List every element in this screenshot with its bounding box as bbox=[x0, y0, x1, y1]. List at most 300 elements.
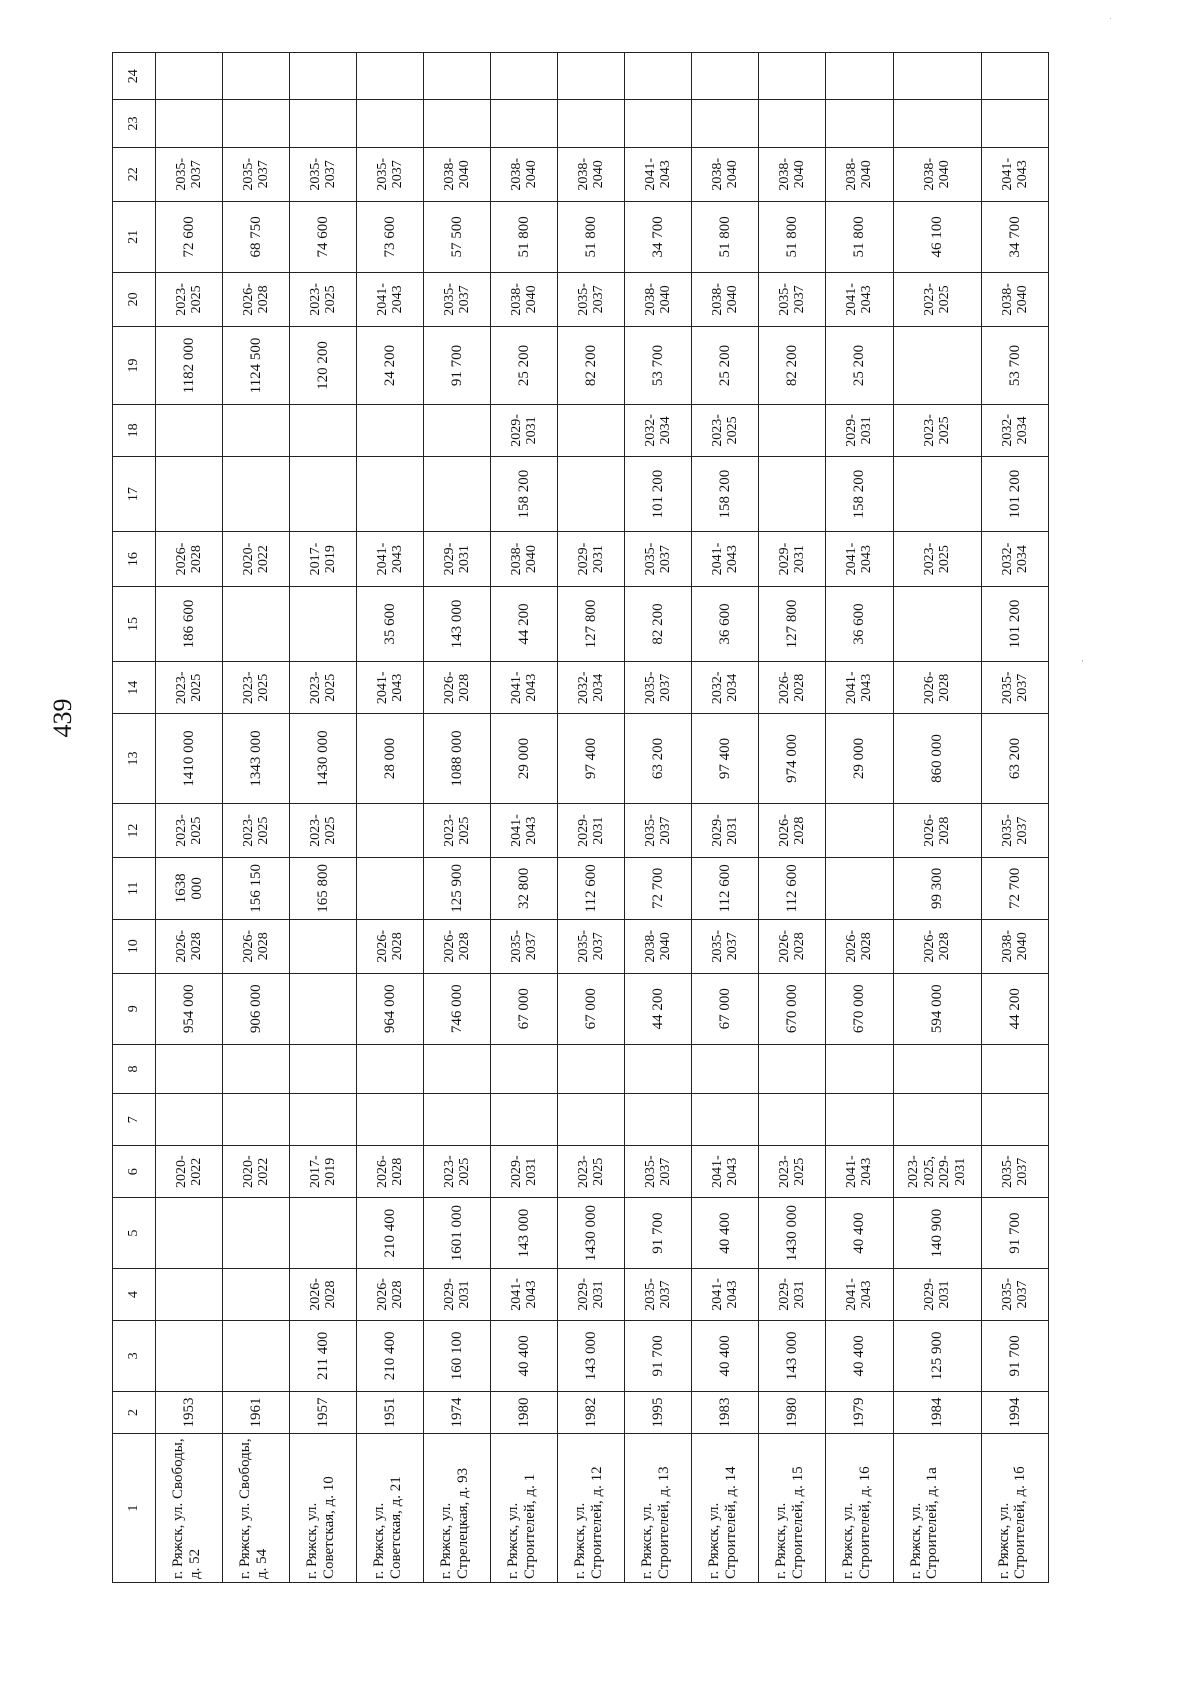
value-cell: 63 200 bbox=[625, 714, 692, 804]
value-cell: 91 700 bbox=[625, 1320, 692, 1391]
value-cell bbox=[893, 100, 981, 147]
value-cell bbox=[893, 53, 981, 100]
value-cell: 40 400 bbox=[692, 1198, 759, 1269]
column-number-header: 20 bbox=[113, 272, 156, 326]
value-cell: 34 700 bbox=[625, 201, 692, 272]
value-cell bbox=[156, 1198, 223, 1269]
period-cell bbox=[156, 1268, 223, 1320]
year-cell: 1961 bbox=[223, 1391, 290, 1434]
value-cell: 186 600 bbox=[156, 586, 223, 662]
column-number-header: 23 bbox=[113, 100, 156, 147]
period-cell: 2029-2031 bbox=[893, 1268, 981, 1320]
value-cell: 72 700 bbox=[981, 858, 1048, 919]
value-cell: 40 400 bbox=[692, 1320, 759, 1391]
capital-repair-table bbox=[112, 52, 1049, 1583]
value-cell: 906 000 bbox=[223, 973, 290, 1044]
period-cell: 2041-2043 bbox=[491, 1268, 558, 1320]
period-cell: 2026-2028 bbox=[290, 1268, 357, 1320]
period-cell: 2041-2043 bbox=[625, 147, 692, 201]
column-number-header: 3 bbox=[113, 1320, 156, 1391]
period-cell: 2041-2043 bbox=[826, 1268, 893, 1320]
value-cell: 34 700 bbox=[981, 201, 1048, 272]
value-cell: 160 100 bbox=[424, 1320, 491, 1391]
period-cell: 2041-2043 bbox=[491, 662, 558, 714]
value-cell: 1638 000 bbox=[156, 858, 223, 919]
period-cell bbox=[223, 404, 290, 456]
period-cell: 2026-2028 bbox=[223, 272, 290, 326]
address-cell: г. Ряжск, ул. Стрелецкая, д. 93 bbox=[424, 1434, 491, 1583]
value-cell: 97 400 bbox=[558, 714, 625, 804]
value-cell: 670 000 bbox=[826, 973, 893, 1044]
value-cell: 51 800 bbox=[558, 201, 625, 272]
period-cell bbox=[357, 803, 424, 857]
column-number-header: 15 bbox=[113, 586, 156, 662]
value-cell bbox=[491, 100, 558, 147]
column-number-header: 8 bbox=[113, 1044, 156, 1094]
table-row bbox=[491, 53, 558, 1583]
period-cell: 2023-2025 bbox=[558, 1146, 625, 1198]
column-number-header: 7 bbox=[113, 1094, 156, 1146]
period-cell: 2038-2040 bbox=[491, 272, 558, 326]
table-row bbox=[759, 53, 826, 1583]
period-cell: 2035-2037 bbox=[290, 147, 357, 201]
period-cell: 2035-2037 bbox=[981, 1268, 1048, 1320]
period-cell: 2020-2022 bbox=[156, 1146, 223, 1198]
value-cell: 1182 000 bbox=[156, 327, 223, 405]
value-cell: 1088 000 bbox=[424, 714, 491, 804]
value-cell bbox=[290, 100, 357, 147]
value-cell bbox=[290, 53, 357, 100]
value-cell bbox=[290, 586, 357, 662]
period-cell: 2038-2040 bbox=[893, 147, 981, 201]
value-cell: 158 200 bbox=[692, 456, 759, 532]
column-number-header: 18 bbox=[113, 404, 156, 456]
value-cell bbox=[223, 1198, 290, 1269]
value-cell bbox=[759, 100, 826, 147]
value-cell: 24 200 bbox=[357, 327, 424, 405]
value-cell bbox=[692, 1094, 759, 1146]
address-cell: г. Ряжск, ул. Строителей, д. 1 bbox=[491, 1434, 558, 1583]
period-cell bbox=[759, 404, 826, 456]
value-cell bbox=[223, 1094, 290, 1146]
value-cell: 1430 000 bbox=[759, 1198, 826, 1269]
period-cell: 2041-2043 bbox=[357, 272, 424, 326]
period-cell: 2035-2037 bbox=[558, 272, 625, 326]
table-row bbox=[424, 53, 491, 1583]
table-row bbox=[826, 53, 893, 1583]
table-row bbox=[290, 53, 357, 1583]
value-cell bbox=[981, 1094, 1048, 1146]
column-number-header: 19 bbox=[113, 327, 156, 405]
period-cell: 2035-2037 bbox=[981, 1146, 1048, 1198]
value-cell bbox=[156, 53, 223, 100]
period-cell: 2038-2040 bbox=[692, 147, 759, 201]
period-cell: 2029-2031 bbox=[424, 532, 491, 586]
value-cell bbox=[290, 973, 357, 1044]
column-number-header: 9 bbox=[113, 973, 156, 1044]
period-cell: 2041-2043 bbox=[826, 272, 893, 326]
value-cell: 29 000 bbox=[491, 714, 558, 804]
period-cell: 2023-2025 bbox=[290, 272, 357, 326]
period-cell: 2029-2031 bbox=[826, 404, 893, 456]
address-cell: г. Ряжск, ул. Строителей, д. 1б bbox=[981, 1434, 1048, 1583]
period-cell: 2026-2028 bbox=[223, 919, 290, 973]
value-cell bbox=[357, 858, 424, 919]
value-cell bbox=[759, 1094, 826, 1146]
value-cell bbox=[357, 1044, 424, 1094]
period-cell: 2035-2037 bbox=[692, 919, 759, 973]
address-cell: г. Ряжск, ул. Свободы, д. 52 bbox=[156, 1434, 223, 1583]
rotated-table-container bbox=[112, 52, 1049, 1583]
column-number-header: 21 bbox=[113, 201, 156, 272]
period-cell: 2026-2028 bbox=[357, 1268, 424, 1320]
address-cell: г. Ряжск, ул. Советская, д. 21 bbox=[357, 1434, 424, 1583]
value-cell: 97 400 bbox=[692, 714, 759, 804]
value-cell: 112 600 bbox=[692, 858, 759, 919]
value-cell bbox=[156, 1094, 223, 1146]
value-cell: 99 300 bbox=[893, 858, 981, 919]
period-cell: 2029-2031 bbox=[491, 1146, 558, 1198]
period-cell: 2038-2040 bbox=[625, 919, 692, 973]
value-cell: 67 000 bbox=[491, 973, 558, 1044]
value-cell bbox=[558, 1044, 625, 1094]
period-cell: 2029-2031 bbox=[491, 404, 558, 456]
value-cell bbox=[981, 100, 1048, 147]
value-cell bbox=[156, 1044, 223, 1094]
value-cell: 36 600 bbox=[826, 586, 893, 662]
value-cell: 44 200 bbox=[625, 973, 692, 1044]
period-cell: 2026-2028 bbox=[424, 919, 491, 973]
period-cell bbox=[156, 404, 223, 456]
column-number-header: 13 bbox=[113, 714, 156, 804]
period-cell: 2023-2025 bbox=[290, 662, 357, 714]
column-number-header: 11 bbox=[113, 858, 156, 919]
value-cell: 156 150 bbox=[223, 858, 290, 919]
page-number: 439 bbox=[48, 698, 77, 738]
period-cell: 2017-2019 bbox=[290, 1146, 357, 1198]
period-cell: 2035-2037 bbox=[981, 662, 1048, 714]
value-cell: 63 200 bbox=[981, 714, 1048, 804]
year-cell: 1994 bbox=[981, 1391, 1048, 1434]
period-cell: 2029-2031 bbox=[558, 532, 625, 586]
period-cell: 2023-2025 bbox=[692, 404, 759, 456]
value-cell bbox=[424, 1044, 491, 1094]
period-cell: 2029-2031 bbox=[558, 803, 625, 857]
value-cell bbox=[357, 456, 424, 532]
value-cell: 53 700 bbox=[625, 327, 692, 405]
value-cell: 32 800 bbox=[491, 858, 558, 919]
value-cell bbox=[759, 1044, 826, 1094]
value-cell: 101 200 bbox=[981, 456, 1048, 532]
value-cell: 91 700 bbox=[625, 1198, 692, 1269]
period-cell: 2029-2031 bbox=[558, 1268, 625, 1320]
value-cell: 51 800 bbox=[759, 201, 826, 272]
period-cell: 2020-2022 bbox=[223, 532, 290, 586]
address-cell: г. Ряжск, ул. Советская, д. 10 bbox=[290, 1434, 357, 1583]
period-cell: 2032-2034 bbox=[981, 532, 1048, 586]
period-cell: 2026-2028 bbox=[893, 919, 981, 973]
period-cell: 2041-2043 bbox=[491, 803, 558, 857]
period-cell: 2026-2028 bbox=[759, 919, 826, 973]
value-cell: 127 800 bbox=[759, 586, 826, 662]
period-cell: 2029-2031 bbox=[424, 1268, 491, 1320]
period-cell: 2038-2040 bbox=[826, 147, 893, 201]
value-cell bbox=[692, 100, 759, 147]
value-cell bbox=[893, 1094, 981, 1146]
period-cell: 2023-2025 bbox=[156, 662, 223, 714]
year-cell: 1984 bbox=[893, 1391, 981, 1434]
period-cell: 2038-2040 bbox=[981, 919, 1048, 973]
value-cell bbox=[357, 100, 424, 147]
value-cell bbox=[625, 53, 692, 100]
value-cell: 29 000 bbox=[826, 714, 893, 804]
period-cell: 2038-2040 bbox=[491, 147, 558, 201]
value-cell bbox=[558, 53, 625, 100]
column-number-header: 22 bbox=[113, 147, 156, 201]
value-cell: 101 200 bbox=[981, 586, 1048, 662]
column-number-header: 14 bbox=[113, 662, 156, 714]
period-cell: 2023-2025 bbox=[290, 803, 357, 857]
period-cell: 2026-2028 bbox=[156, 919, 223, 973]
value-cell bbox=[759, 53, 826, 100]
period-cell: 2038-2040 bbox=[491, 532, 558, 586]
value-cell: 68 750 bbox=[223, 201, 290, 272]
value-cell bbox=[826, 1094, 893, 1146]
address-cell: г. Ряжск, ул. Строителей, д. 15 bbox=[759, 1434, 826, 1583]
value-cell: 51 800 bbox=[692, 201, 759, 272]
value-cell: 82 200 bbox=[558, 327, 625, 405]
address-cell: г. Ряжск, ул. Свободы, д. 54 bbox=[223, 1434, 290, 1583]
value-cell: 53 700 bbox=[981, 327, 1048, 405]
period-cell: 2023-2025 bbox=[893, 532, 981, 586]
value-cell: 125 900 bbox=[893, 1320, 981, 1391]
period-cell: 2035-2037 bbox=[223, 147, 290, 201]
value-cell: 46 100 bbox=[893, 201, 981, 272]
period-cell: 2035-2037 bbox=[625, 1268, 692, 1320]
column-number-header: 17 bbox=[113, 456, 156, 532]
period-cell: 2035-2037 bbox=[625, 662, 692, 714]
value-cell bbox=[491, 53, 558, 100]
period-cell: 2038-2040 bbox=[759, 147, 826, 201]
period-cell: 2038-2040 bbox=[558, 147, 625, 201]
value-cell: 57 500 bbox=[424, 201, 491, 272]
value-cell bbox=[357, 53, 424, 100]
value-cell: 1124 500 bbox=[223, 327, 290, 405]
period-cell: 2026-2028 bbox=[893, 803, 981, 857]
year-cell: 1980 bbox=[759, 1391, 826, 1434]
column-number-header: 12 bbox=[113, 803, 156, 857]
period-cell: 2023-2025 bbox=[759, 1146, 826, 1198]
value-cell: 974 000 bbox=[759, 714, 826, 804]
period-cell: 2038-2040 bbox=[424, 147, 491, 201]
table-row bbox=[223, 53, 290, 1583]
period-cell: 2026-2028 bbox=[893, 662, 981, 714]
period-cell: 2032-2034 bbox=[692, 662, 759, 714]
value-cell: 1430 000 bbox=[558, 1198, 625, 1269]
value-cell bbox=[290, 456, 357, 532]
value-cell: 35 600 bbox=[357, 586, 424, 662]
table-row bbox=[981, 53, 1048, 1583]
value-cell: 91 700 bbox=[981, 1320, 1048, 1391]
period-cell bbox=[424, 404, 491, 456]
table-row bbox=[625, 53, 692, 1583]
period-cell: 2032-2034 bbox=[981, 404, 1048, 456]
period-cell: 2017-2019 bbox=[290, 532, 357, 586]
period-cell: 2035-2037 bbox=[981, 803, 1048, 857]
period-cell: 2023-2025 bbox=[223, 662, 290, 714]
period-cell: 2041-2043 bbox=[357, 532, 424, 586]
value-cell: 72 700 bbox=[625, 858, 692, 919]
value-cell bbox=[759, 456, 826, 532]
period-cell: 2023-2025 bbox=[893, 404, 981, 456]
period-cell: 2020-2022 bbox=[223, 1146, 290, 1198]
value-cell bbox=[981, 1044, 1048, 1094]
value-cell bbox=[491, 1044, 558, 1094]
year-cell: 1953 bbox=[156, 1391, 223, 1434]
period-cell: 2026-2028 bbox=[357, 1146, 424, 1198]
value-cell bbox=[625, 100, 692, 147]
period-cell: 2035-2037 bbox=[424, 272, 491, 326]
value-cell: 28 000 bbox=[357, 714, 424, 804]
value-cell bbox=[223, 100, 290, 147]
period-cell: 2032-2034 bbox=[625, 404, 692, 456]
value-cell bbox=[893, 327, 981, 405]
period-cell: 2038-2040 bbox=[625, 272, 692, 326]
table-row bbox=[893, 53, 981, 1583]
table-row bbox=[558, 53, 625, 1583]
value-cell: 91 700 bbox=[981, 1198, 1048, 1269]
period-cell: 2026-2028 bbox=[424, 662, 491, 714]
value-cell bbox=[692, 1044, 759, 1094]
value-cell: 72 600 bbox=[156, 201, 223, 272]
value-cell bbox=[290, 1198, 357, 1269]
column-number-header: 2 bbox=[113, 1391, 156, 1434]
period-cell: 2035-2037 bbox=[558, 919, 625, 973]
value-cell: 140 900 bbox=[893, 1198, 981, 1269]
table-row bbox=[357, 53, 424, 1583]
value-cell: 158 200 bbox=[491, 456, 558, 532]
value-cell: 594 000 bbox=[893, 973, 981, 1044]
value-cell: 158 200 bbox=[826, 456, 893, 532]
period-cell: 2023-2025 bbox=[156, 272, 223, 326]
value-cell: 143 000 bbox=[558, 1320, 625, 1391]
value-cell bbox=[625, 1094, 692, 1146]
value-cell: 36 600 bbox=[692, 586, 759, 662]
period-cell: 2041-2043 bbox=[692, 1146, 759, 1198]
period-cell: 2023-2025 bbox=[223, 803, 290, 857]
column-number-header: 6 bbox=[113, 1146, 156, 1198]
value-cell bbox=[223, 1044, 290, 1094]
value-cell bbox=[692, 53, 759, 100]
period-cell bbox=[223, 1268, 290, 1320]
period-cell: 2023-2025 bbox=[424, 803, 491, 857]
value-cell bbox=[223, 586, 290, 662]
address-cell: г. Ряжск, ул. Строителей, д. 14 bbox=[692, 1434, 759, 1583]
value-cell bbox=[491, 1094, 558, 1146]
value-cell bbox=[223, 456, 290, 532]
period-cell: 2041-2043 bbox=[692, 532, 759, 586]
period-cell: 2026-2028 bbox=[826, 919, 893, 973]
column-number-header: 1 bbox=[113, 1434, 156, 1583]
period-cell: 2041-2043 bbox=[826, 532, 893, 586]
value-cell: 165 800 bbox=[290, 858, 357, 919]
value-cell: 25 200 bbox=[491, 327, 558, 405]
period-cell bbox=[826, 803, 893, 857]
period-cell: 2041-2043 bbox=[981, 147, 1048, 201]
period-cell bbox=[290, 919, 357, 973]
column-number-header: 4 bbox=[113, 1268, 156, 1320]
value-cell bbox=[893, 456, 981, 532]
address-cell: г. Ряжск, ул. Строителей, д. 1а bbox=[893, 1434, 981, 1583]
value-cell: 143 000 bbox=[424, 586, 491, 662]
value-cell: 1601 000 bbox=[424, 1198, 491, 1269]
table-row bbox=[692, 53, 759, 1583]
value-cell bbox=[893, 1044, 981, 1094]
value-cell: 25 200 bbox=[826, 327, 893, 405]
year-cell: 1979 bbox=[826, 1391, 893, 1434]
value-cell: 143 000 bbox=[759, 1320, 826, 1391]
table-row bbox=[156, 53, 223, 1583]
value-cell bbox=[424, 100, 491, 147]
value-cell: 40 400 bbox=[491, 1320, 558, 1391]
period-cell: 2041-2043 bbox=[357, 662, 424, 714]
period-cell: 2035-2037 bbox=[156, 147, 223, 201]
period-cell: 2026-2028 bbox=[357, 919, 424, 973]
value-cell bbox=[424, 456, 491, 532]
value-cell bbox=[290, 1094, 357, 1146]
column-number-header: 10 bbox=[113, 919, 156, 973]
value-cell: 74 600 bbox=[290, 201, 357, 272]
period-cell: 2032-2034 bbox=[558, 662, 625, 714]
period-cell bbox=[357, 404, 424, 456]
value-cell bbox=[893, 586, 981, 662]
period-cell: 2029-2031 bbox=[759, 532, 826, 586]
value-cell bbox=[424, 53, 491, 100]
value-cell bbox=[156, 456, 223, 532]
period-cell: 2023-2025 bbox=[893, 272, 981, 326]
period-cell: 2026-2028 bbox=[156, 532, 223, 586]
value-cell bbox=[981, 53, 1048, 100]
period-cell: 2035-2037 bbox=[625, 803, 692, 857]
period-cell: 2026-2028 bbox=[759, 803, 826, 857]
value-cell bbox=[290, 1044, 357, 1094]
period-cell: 2035-2037 bbox=[625, 1146, 692, 1198]
value-cell: 44 200 bbox=[491, 586, 558, 662]
value-cell: 67 000 bbox=[692, 973, 759, 1044]
period-cell: 2023-2025 bbox=[424, 1146, 491, 1198]
value-cell bbox=[424, 1094, 491, 1146]
year-cell: 1974 bbox=[424, 1391, 491, 1434]
value-cell: 67 000 bbox=[558, 973, 625, 1044]
value-cell bbox=[826, 858, 893, 919]
period-cell: 2035-2037 bbox=[357, 147, 424, 201]
period-cell bbox=[558, 404, 625, 456]
value-cell: 40 400 bbox=[826, 1320, 893, 1391]
period-cell: 2041-2043 bbox=[826, 1146, 893, 1198]
column-number-header: 24 bbox=[113, 53, 156, 100]
value-cell bbox=[558, 1094, 625, 1146]
year-cell: 1957 bbox=[290, 1391, 357, 1434]
value-cell: 101 200 bbox=[625, 456, 692, 532]
value-cell bbox=[223, 1320, 290, 1391]
column-number-row bbox=[113, 53, 156, 1583]
value-cell: 112 600 bbox=[558, 858, 625, 919]
period-cell: 2038-2040 bbox=[692, 272, 759, 326]
period-cell: 2041-2043 bbox=[826, 662, 893, 714]
period-cell bbox=[290, 404, 357, 456]
period-cell: 2038-2040 bbox=[981, 272, 1048, 326]
period-cell: 2029-2031 bbox=[759, 1268, 826, 1320]
